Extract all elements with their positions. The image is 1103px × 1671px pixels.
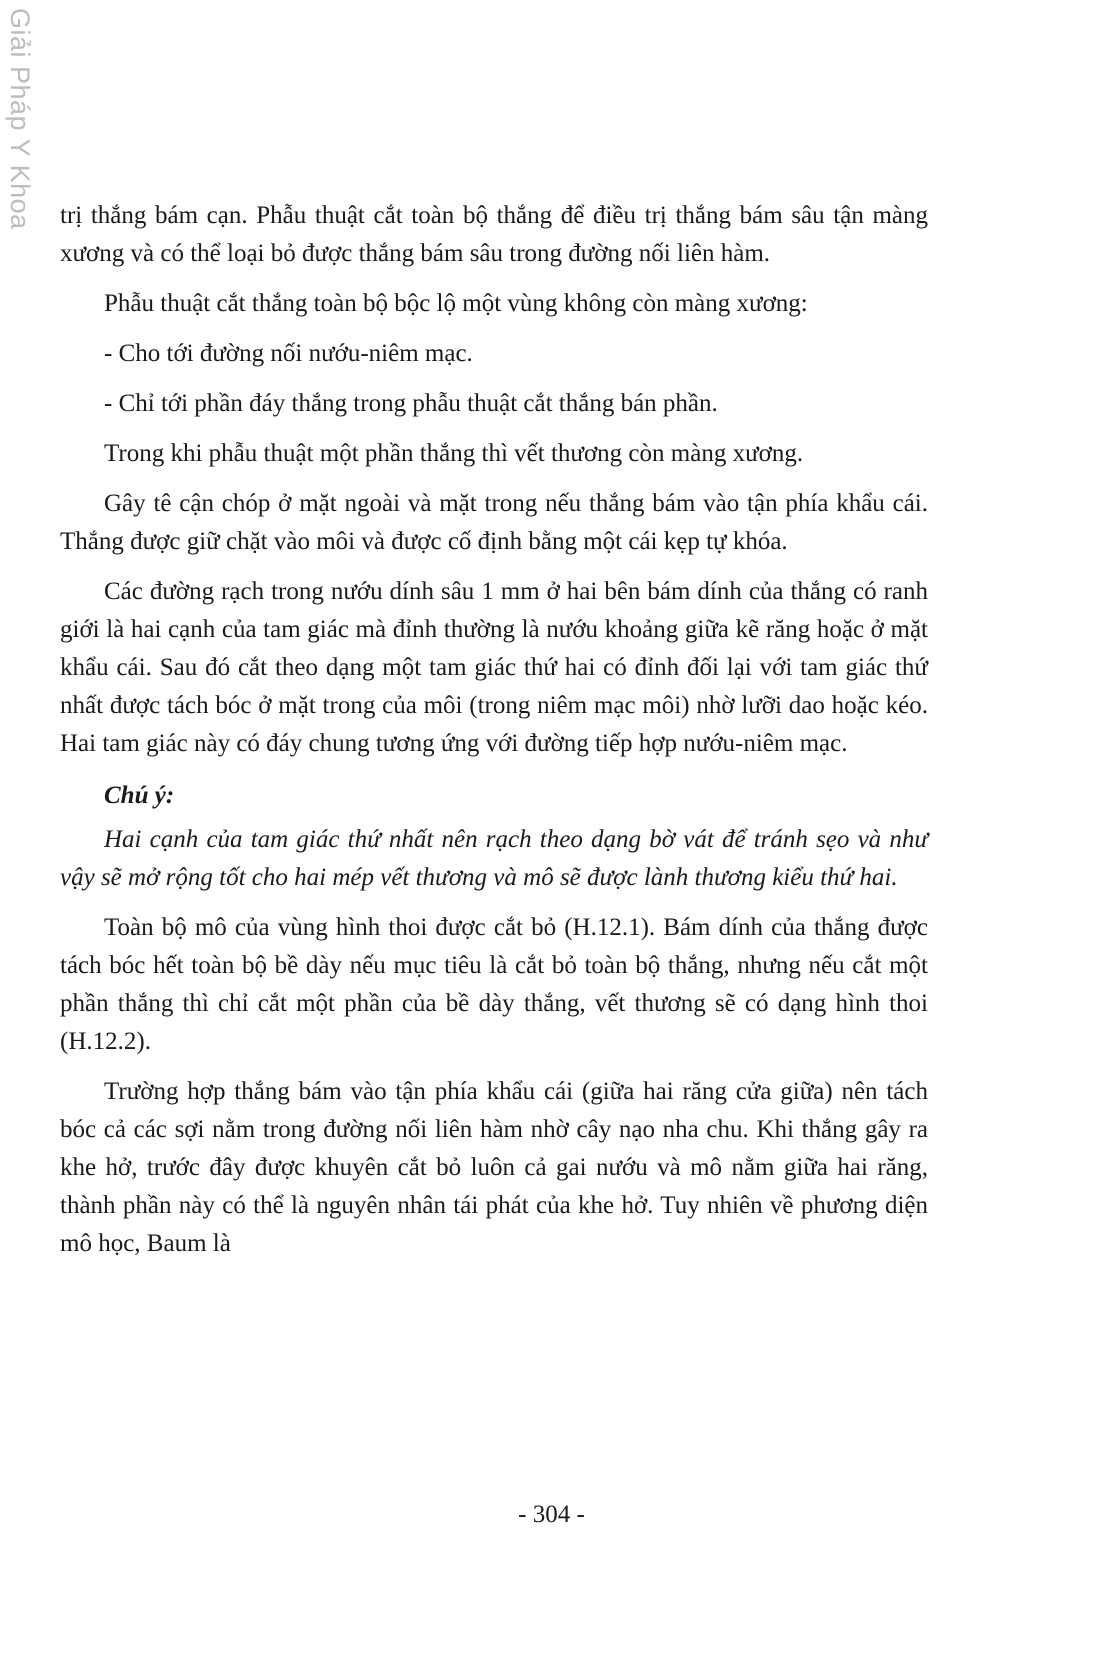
paragraph-7: Trường hợp thắng bám vào tận phía khẩu cái (giữa hai răng cửa giữa) nên tách bóc cả các sợi nằm trong đường nối liên hàm nhờ cây nạo nha chu. Khi thắng gây ra khe hở, trước đây được khuyên cắt bỏ luôn cả gai nướu và mô nằm giữa hai răng, thành phần này có thể là nguyên nhân tái phát của khe hở. Tuy nhiên về phương diện mô học, Baum là — [60, 1078, 928, 1257]
paragraph-5: Các đường rạch trong nướu dính sâu 1 mm ở hai bên bám dính của thắng có ranh giới là hai cạnh của tam giác mà đỉnh thường là nướu khoảng giữa kẽ răng hoặc ở mặt khẩu cái. Sau đó cắt theo dạng một tam giác thứ hai có đỉnh đối lại với tam giác thứ nhất được tách bóc ở mặt trong của môi (trong niêm mạc môi) nhờ lưỡi dao hoặc kéo. Hai tam giác này có đáy chung tương ứng với đường tiếp hợp nướu-niêm mạc. — [60, 578, 928, 757]
paragraph-1: trị thắng bám cạn. Phẫu thuật cắt toàn bộ thắng để điều trị thắng bám sâu tận màng xương và có thể loại bỏ được thắng bám sâu trong đường nối liên hàm. — [60, 202, 928, 267]
paragraph-2: Phẫu thuật cắt thắng toàn bộ bộc lộ một vùng không còn màng xương: — [104, 290, 808, 317]
paragraph-3: Trong khi phẫu thuật một phần thắng thì vết thương còn màng xương. — [104, 440, 804, 467]
note-body: Hai cạnh của tam giác thứ nhất nên rạch theo dạng bờ vát để tránh sẹo và như vậy sẽ mở rộng tốt cho hai mép vết thương và mô sẽ được lành thương kiểu thứ hai. — [60, 826, 928, 891]
page-number: - 304 - — [518, 1501, 585, 1528]
note-title: Chú ý: — [104, 782, 175, 809]
paragraph-4: Gây tê cận chóp ở mặt ngoài và mặt trong nếu thắng bám vào tận phía khẩu cái. Thắng được giữ chặt vào môi và được cố định bằng một cái kẹp tự khóa. — [60, 490, 928, 555]
page-body — [60, 197, 928, 1263]
watermark-text: Giải Pháp Y Khoa — [5, 8, 35, 230]
paragraph-6: Toàn bộ mô của vùng hình thoi được cắt bỏ (H.12.1). Bám dính của thắng được tách bóc hết toàn bộ bề dày nếu mục tiêu là cắt bỏ toàn bộ thắng, nhưng nếu cắt một phần thắng thì chỉ cắt một phần của bề dày thắng, vết thương sẽ có dạng hình thoi (H.12.2). — [60, 914, 928, 1055]
list-item-1: - Cho tới đường nối nướu-niêm mạc. — [104, 340, 473, 367]
list-item-2: - Chỉ tới phần đáy thắng trong phẫu thuật cắt thắng bán phần. — [104, 390, 718, 417]
